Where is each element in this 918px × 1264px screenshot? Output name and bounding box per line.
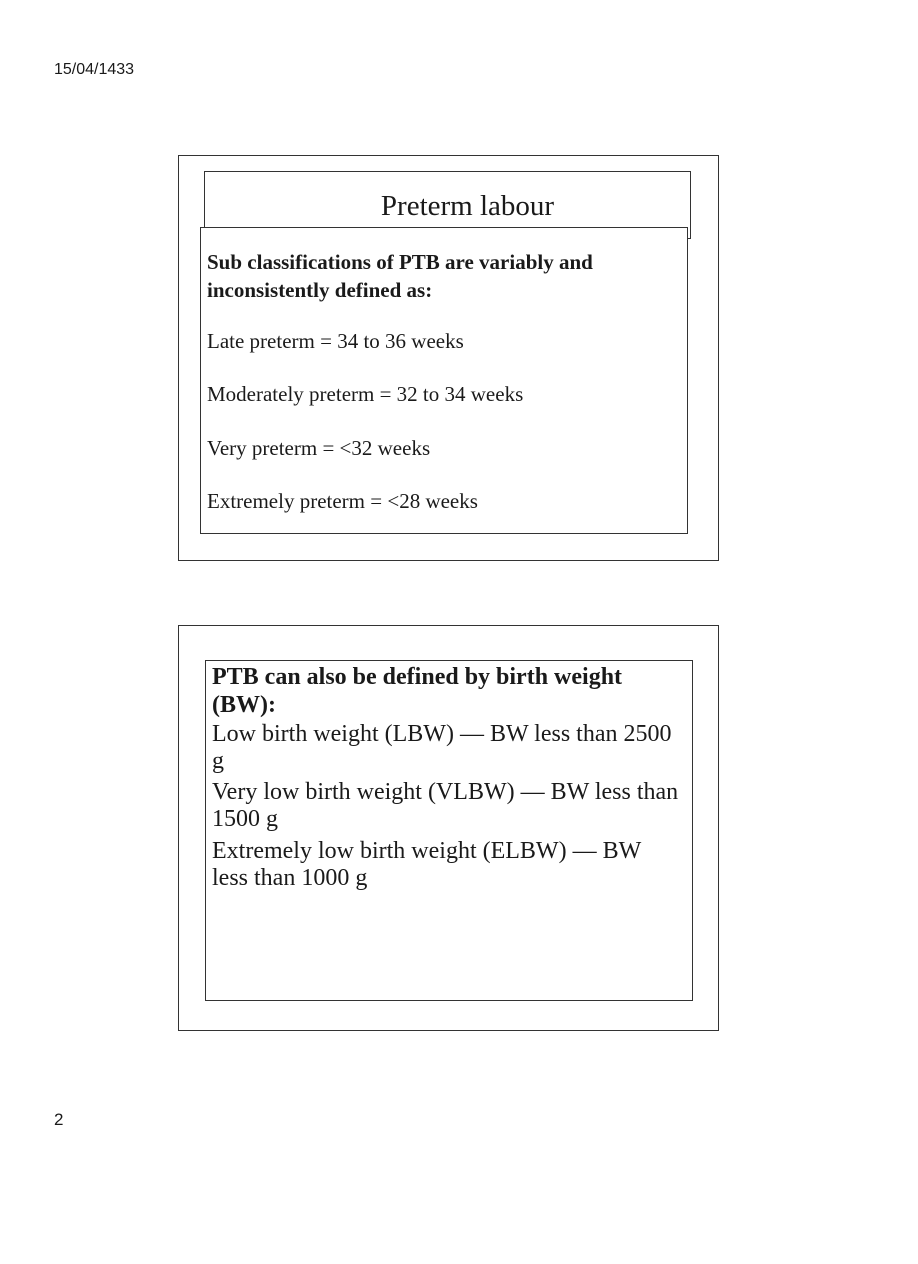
- slide-2-heading: PTB can also be defined by birth weight (BW):: [212, 664, 623, 718]
- list-item: Extremely preterm = <28 weeks: [207, 489, 478, 513]
- print-date: 15/04/1433: [54, 61, 135, 78]
- slide-1-heading: Sub classifications of PTB are variably and inconsistently defined as:: [207, 250, 593, 302]
- list-item: Moderately preterm = 32 to 34 weeks: [207, 382, 524, 406]
- page-number: 2: [54, 1110, 64, 1129]
- slide-2-content: [205, 660, 693, 1001]
- list-item: Very low birth weight (VLBW) — BW less than 1500 g: [212, 779, 679, 832]
- list-item: Late preterm = 34 to 36 weeks: [207, 329, 464, 353]
- slide-1-content: [200, 227, 688, 534]
- slide-1-title: Preterm labour: [380, 190, 555, 222]
- list-item: Very preterm = <32 weeks: [207, 436, 431, 460]
- list-item: Low birth weight (LBW) — BW less than 2500 g: [212, 721, 672, 774]
- list-item: Extremely low birth weight (ELBW) — BW less than 1000 g: [212, 838, 641, 891]
